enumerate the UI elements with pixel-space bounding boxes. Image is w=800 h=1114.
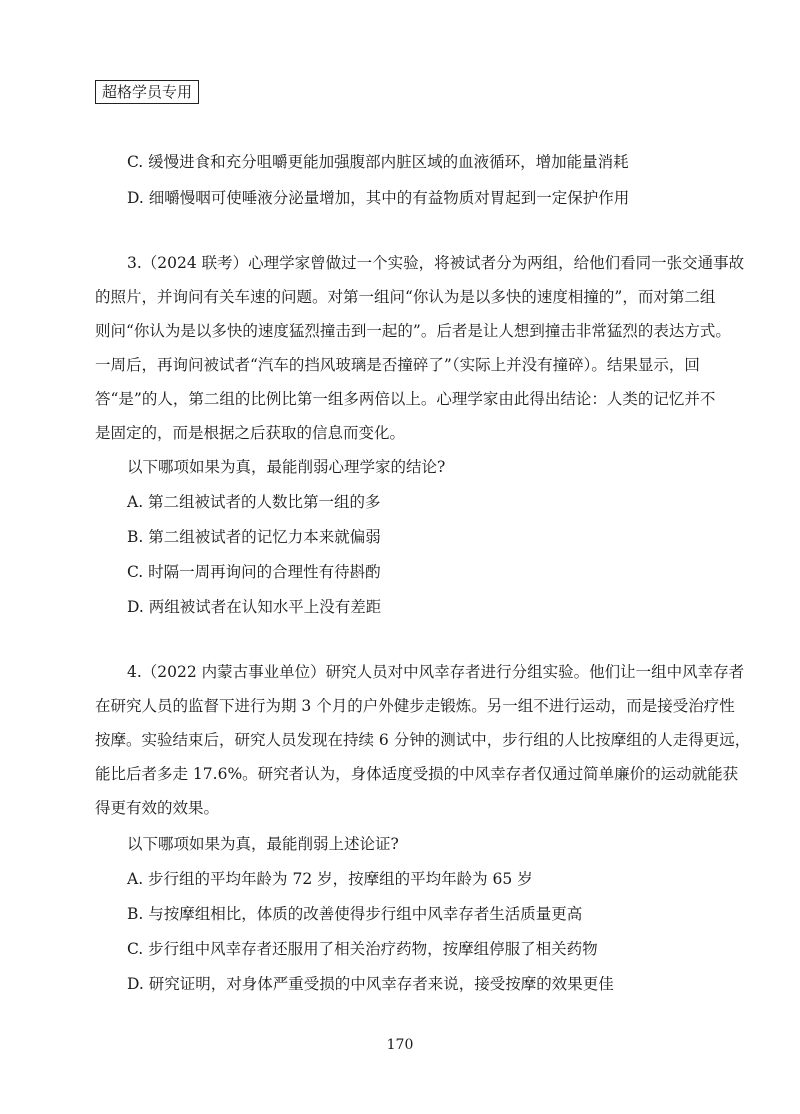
stamp-label: 超格学员专用: [95, 80, 199, 104]
q3-line-1: 3.（2024 联考）心理学家曾做过一个实验，将被试者分为两组，给他们看同一张交通事故: [127, 254, 745, 272]
q4-line-3: 按摩。实验结束后，研究人员发现在持续 6 分钟的测试中，步行组的人比按摩组的人走得更远，: [95, 731, 751, 749]
q4-option-a: A. 步行组的平均年龄为 72 岁，按摩组的平均年龄为 65 岁: [127, 870, 533, 888]
q3-line-5: 答“是”的人，第二组的比例比第一组多两倍以上。心理学家由此得出结论：人类的记忆并不: [95, 390, 716, 408]
q3-option-d: D. 两组被试者在认知水平上没有差距: [127, 598, 382, 616]
q4-option-d: D. 研究证明，对身体严重受损的中风幸存者来说，接受按摩的效果更佳: [127, 975, 614, 993]
q3-line-4: 一周后，再询问被试者“汽车的挡风玻璃是否撞碎了”（实际上并没有撞碎）。结果显示，回: [95, 356, 700, 374]
q4-line-5: 得更有效的效果。: [95, 799, 220, 817]
q3-line-2: 的照片，并询问有关车速的问题。对第一组问“你认为是以多快的速度相撞的”，而对第二组: [95, 288, 716, 306]
q4-line-2: 在研究人员的监督下进行为期 3 个月的户外健步走锻炼。另一组不进行运动，而是接受治疗性: [95, 697, 735, 715]
q3-line-6: 是固定的，而是根据之后获取的信息而变化。: [95, 424, 406, 442]
prev-option-d: D. 细嚼慢咽可使唾液分泌量增加，其中的有益物质对胃起到一定保护作用: [127, 189, 630, 207]
q3-option-b: B. 第二组被试者的记忆力本来就偏弱: [127, 528, 381, 546]
q3-option-c: C. 时隔一周再询问的合理性有待斟酌: [127, 563, 381, 581]
page-number: 170: [386, 1037, 414, 1053]
q4-option-b: B. 与按摩组相比，体质的改善使得步行组中风幸存者生活质量更高: [127, 905, 583, 923]
prev-option-c: C. 缓慢进食和充分咀嚼更能加强腹部内脏区域的血液循环，增加能量消耗: [127, 153, 629, 171]
q4-option-c: C. 步行组中风幸存者还服用了相关治疗药物，按摩组停服了相关药物: [127, 940, 598, 958]
q4-prompt: 以下哪项如果为真，最能削弱上述论证?: [127, 835, 399, 853]
q4-line-4: 能比后者多走 17.6%。研究者认为，身体适度受损的中风幸存者仅通过简单廉价的运动就能获: [95, 765, 739, 783]
q4-line-1: 4.（2022 内蒙古事业单位）研究人员对中风幸存者进行分组实验。他们让一组中风幸存者: [127, 663, 745, 681]
q3-option-a: A. 第二组被试者的人数比第一组的多: [127, 493, 381, 511]
q3-line-3: 则问“你认为是以多快的速度猛烈撞击到一起的”。后者是让人想到撞击非常猛烈的表达方式。: [95, 322, 731, 340]
q3-prompt: 以下哪项如果为真，最能削弱心理学家的结论?: [127, 458, 446, 476]
